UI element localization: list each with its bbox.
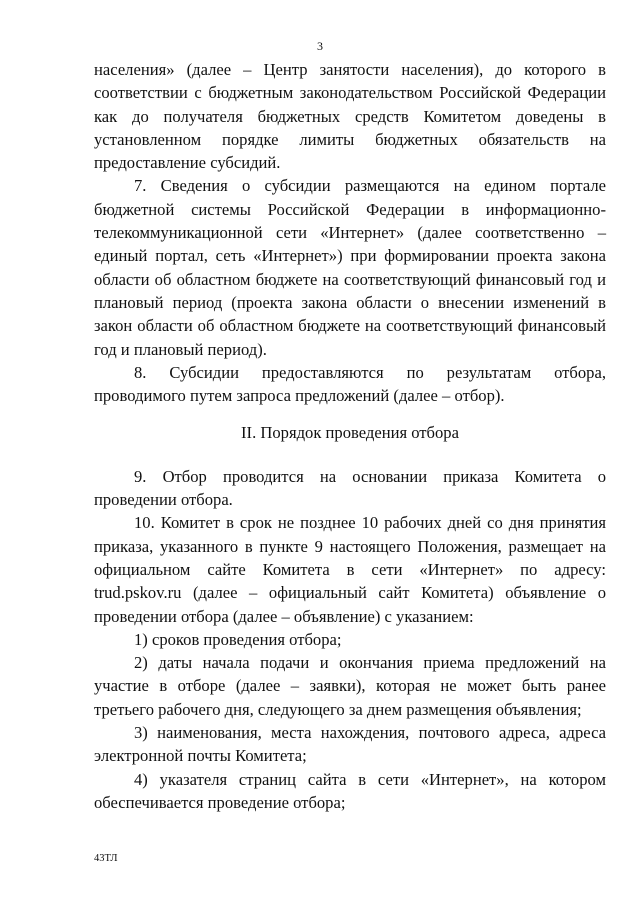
footer-code: 43ТЛ [94,853,118,864]
list-item-3: 3) наименования, места нахождения, почтового адреса, адреса электронной почты Комитета; [94,723,606,766]
paragraph-10: 10. Комитет в срок не позднее 10 рабочих дней со дня принятия приказа, указанного в пункте 9 настоящего Положения, размещает на официальном сайте Комитета в сети «Интернет» по адресу: trud.pskov.ru (далее – официальный сайт Комитета) объявление о проведении отбора (далее – объявление) с указанием: [94,513,606,626]
section-heading: II. Порядок проведения отбора [241,423,459,443]
paragraph-8: 8. Субсидии предоставляются по результатам отбора, проводимого путем запроса предложений (далее – отбор). [94,362,606,406]
list-item-2: 2) даты начала подачи и окончания приема предложений на участие в отборе (далее – заявки), которая не может быть ранее третьего рабочего дня, следующего за днем размещения объявления; [94,653,606,719]
spacer [94,445,606,465]
page-number: 3 [317,39,323,53]
list-item-4: 4) указателя страниц сайта в сети «Интернет», на котором обеспечивается проведение отбора; [94,769,606,812]
paragraph-9: 9. Отбор проводится на основании приказа Комитета о проведении отбора. [94,466,606,510]
document-body [94,58,606,814]
list-item-1: 1) сроков проведения отбора; [134,629,342,649]
paragraph-continuation: населения» (далее – Центр занятости населения), до которого в соответствии с бюджетным законодательством Российской Федерации как до получателя бюджетных средств Комитетом доведены в установленном порядке лимиты бюджетных обязательств на предоставление субсидий. [94,60,606,173]
spacer [94,407,606,421]
paragraph-7: 7. Сведения о субсидии размещаются на едином портале бюджетной системы Российской Федерации в информационно-телекоммуникационной сети «Интернет» (далее соответственно – единый портал, сеть «Интернет») при формировании проекта закона области об областном бюджете на соответствующий финансовый год и плановый период (проекта закона области о внесении изменений в закон области об областном бюджете на соответствующий финансовый год и плановый период). [94,176,606,359]
